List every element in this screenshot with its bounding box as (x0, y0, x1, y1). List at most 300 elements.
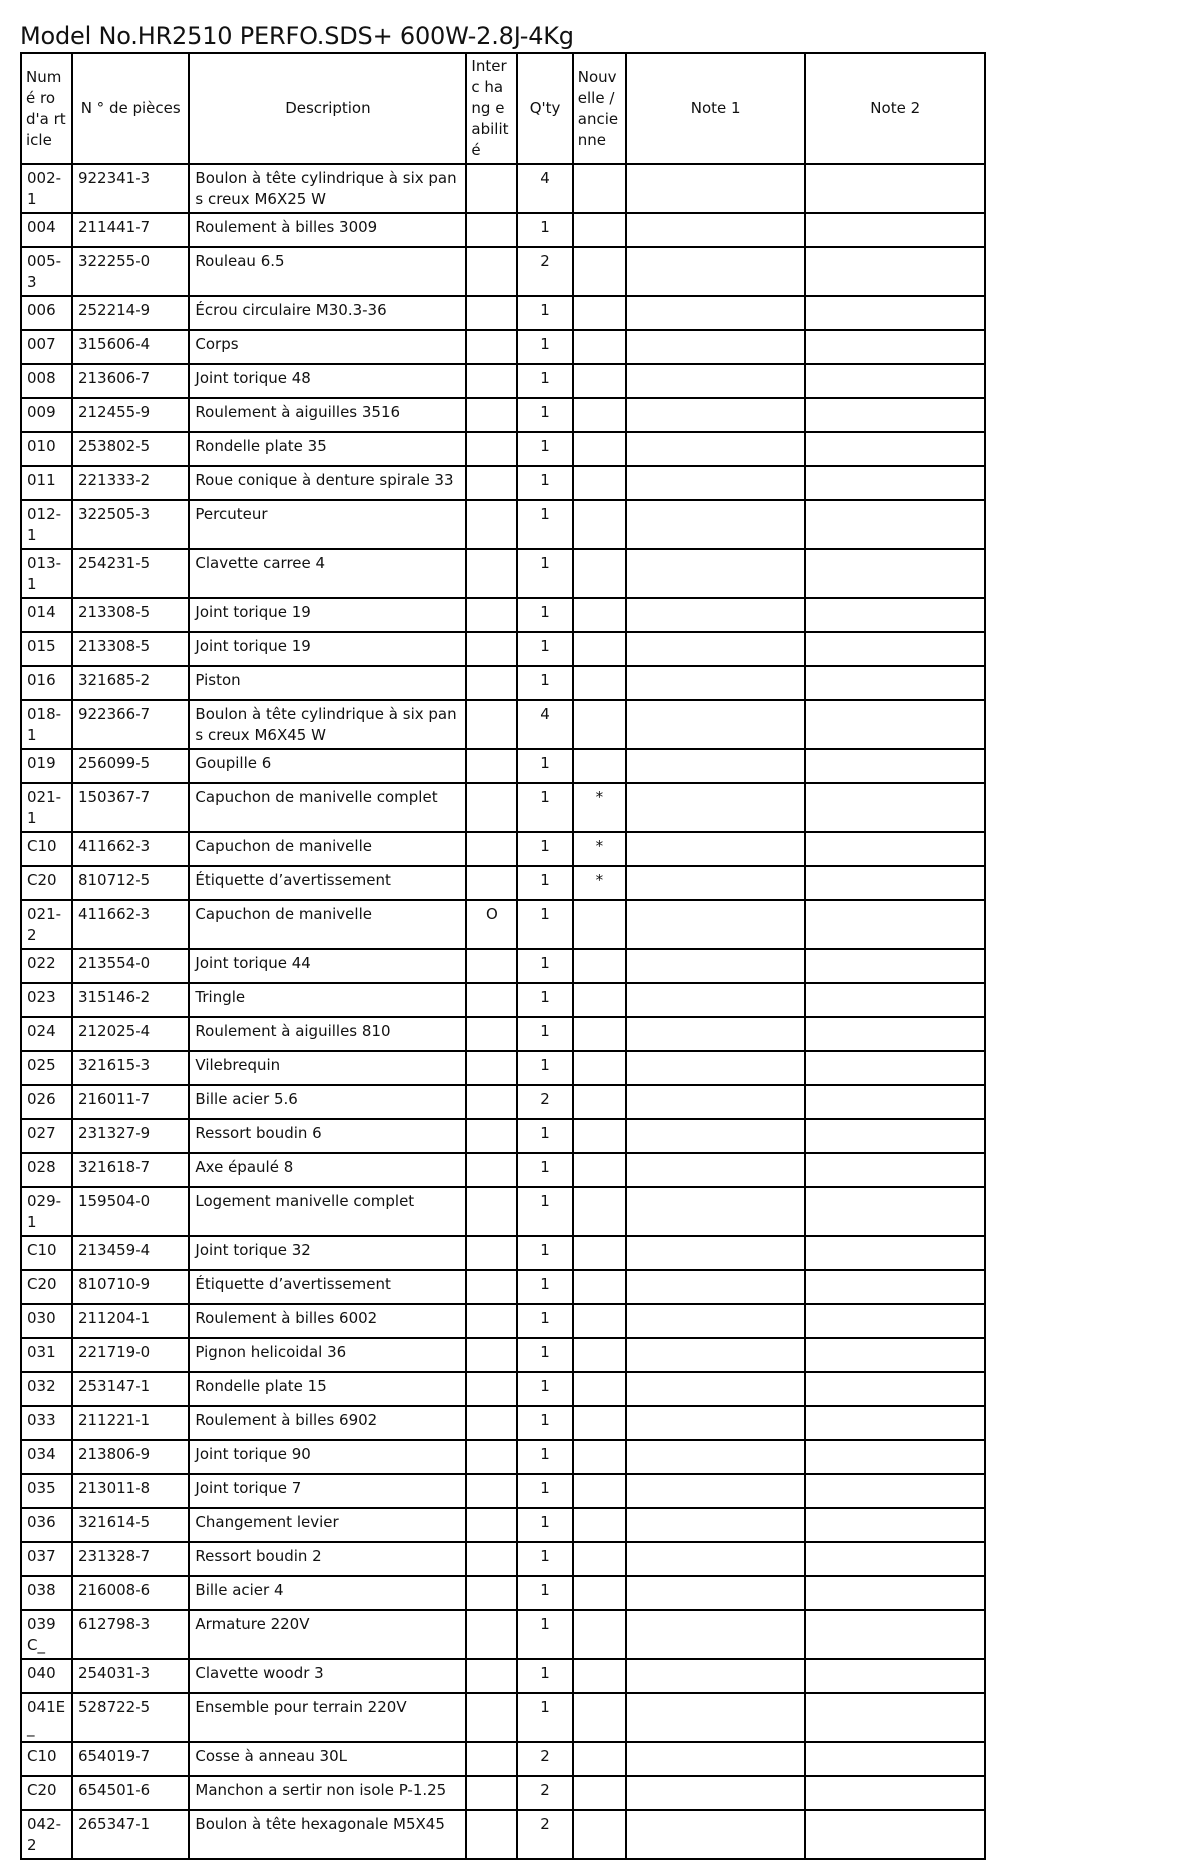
cell-item-number: 008 (21, 364, 72, 398)
cell-quantity: 1 (517, 1051, 572, 1085)
cell-interchangeability (466, 1610, 517, 1659)
cell-item-number: 016 (21, 666, 72, 700)
cell-item-number: 042-2 (21, 1810, 72, 1859)
cell-note-1 (626, 1742, 806, 1776)
cell-interchangeability: O (466, 900, 517, 949)
cell-part-number: 212025-4 (72, 1017, 189, 1051)
cell-new-old (573, 164, 626, 213)
cell-interchangeability (466, 296, 517, 330)
cell-note-1 (626, 832, 806, 866)
cell-note-1 (626, 1576, 806, 1610)
cell-interchangeability (466, 1576, 517, 1610)
cell-interchangeability (466, 466, 517, 500)
cell-item-number: C10 (21, 832, 72, 866)
cell-interchangeability (466, 1304, 517, 1338)
cell-note-1 (626, 783, 806, 832)
cell-item-number: 019 (21, 749, 72, 783)
table-row (21, 1576, 985, 1610)
cell-item-number: 005-3 (21, 247, 72, 296)
cell-note-1 (626, 1153, 806, 1187)
cell-part-number: 321618-7 (72, 1153, 189, 1187)
cell-part-number: 231327-9 (72, 1119, 189, 1153)
cell-note-2 (805, 296, 985, 330)
cell-interchangeability (466, 783, 517, 832)
cell-part-number: 922366-7 (72, 700, 189, 749)
table-row (21, 1119, 985, 1153)
cell-note-2 (805, 549, 985, 598)
cell-item-number: 033 (21, 1406, 72, 1440)
cell-new-old (573, 1440, 626, 1474)
cell-part-number: 315606-4 (72, 330, 189, 364)
header-part-number: N ° de pièces (72, 53, 189, 164)
table-row (21, 949, 985, 983)
cell-description: Rondelle plate 35 (189, 432, 466, 466)
cell-description: Roulement à aiguilles 3516 (189, 398, 466, 432)
cell-item-number: 041E_ (21, 1693, 72, 1742)
cell-description: Capuchon de manivelle (189, 832, 466, 866)
cell-part-number: 411662-3 (72, 900, 189, 949)
cell-part-number: 315146-2 (72, 983, 189, 1017)
cell-new-old (573, 1576, 626, 1610)
cell-note-2 (805, 398, 985, 432)
cell-note-1 (626, 1017, 806, 1051)
cell-item-number: 028 (21, 1153, 72, 1187)
cell-item-number: 006 (21, 296, 72, 330)
cell-interchangeability (466, 1187, 517, 1236)
cell-interchangeability (466, 666, 517, 700)
cell-description: Changement levier (189, 1508, 466, 1542)
cell-note-2 (805, 700, 985, 749)
cell-new-old (573, 598, 626, 632)
cell-description: Capuchon de manivelle complet (189, 783, 466, 832)
cell-part-number: 254031-3 (72, 1659, 189, 1693)
cell-new-old: * (573, 783, 626, 832)
table-row (21, 364, 985, 398)
cell-new-old (573, 1542, 626, 1576)
header-note-2: Note 2 (805, 53, 985, 164)
table-row (21, 164, 985, 213)
cell-note-1 (626, 632, 806, 666)
cell-new-old (573, 1508, 626, 1542)
cell-interchangeability (466, 1338, 517, 1372)
cell-quantity: 1 (517, 832, 572, 866)
table-row (21, 1187, 985, 1236)
cell-note-1 (626, 1776, 806, 1810)
cell-description: Manchon a sertir non isole P-1.25 (189, 1776, 466, 1810)
cell-part-number: 159504-0 (72, 1187, 189, 1236)
cell-description: Boulon à tête hexagonale M5X45 (189, 1810, 466, 1859)
cell-interchangeability (466, 398, 517, 432)
cell-new-old (573, 1742, 626, 1776)
cell-note-2 (805, 1693, 985, 1742)
cell-description: Cosse à anneau 30L (189, 1742, 466, 1776)
cell-part-number: 321615-3 (72, 1051, 189, 1085)
cell-description: Ressort boudin 6 (189, 1119, 466, 1153)
cell-description: Armature 220V (189, 1610, 466, 1659)
table-row (21, 1776, 985, 1810)
cell-description: Clavette carree 4 (189, 549, 466, 598)
table-header-row (21, 53, 985, 164)
cell-note-1 (626, 549, 806, 598)
table-row (21, 549, 985, 598)
cell-description: Roulement à aiguilles 810 (189, 1017, 466, 1051)
cell-interchangeability (466, 1440, 517, 1474)
cell-description: Goupille 6 (189, 749, 466, 783)
cell-part-number: 150367-7 (72, 783, 189, 832)
cell-item-number: 022 (21, 949, 72, 983)
table-row (21, 1338, 985, 1372)
cell-note-2 (805, 866, 985, 900)
cell-interchangeability (466, 1372, 517, 1406)
cell-quantity: 1 (517, 330, 572, 364)
cell-item-number: 031 (21, 1338, 72, 1372)
cell-new-old (573, 1051, 626, 1085)
cell-part-number: 528722-5 (72, 1693, 189, 1742)
cell-note-1 (626, 500, 806, 549)
cell-new-old (573, 1474, 626, 1508)
cell-note-2 (805, 983, 985, 1017)
cell-part-number: 322255-0 (72, 247, 189, 296)
cell-description: Écrou circulaire M30.3-36 (189, 296, 466, 330)
cell-item-number: 021-2 (21, 900, 72, 949)
cell-note-1 (626, 983, 806, 1017)
cell-new-old (573, 1119, 626, 1153)
cell-quantity: 1 (517, 1372, 572, 1406)
cell-item-number: 032 (21, 1372, 72, 1406)
cell-new-old (573, 1085, 626, 1119)
cell-interchangeability (466, 213, 517, 247)
cell-new-old (573, 549, 626, 598)
cell-part-number: 253147-1 (72, 1372, 189, 1406)
cell-interchangeability (466, 1474, 517, 1508)
table-row (21, 500, 985, 549)
cell-part-number: 212455-9 (72, 398, 189, 432)
cell-new-old (573, 1270, 626, 1304)
cell-note-1 (626, 949, 806, 983)
cell-part-number: 322505-3 (72, 500, 189, 549)
cell-quantity: 1 (517, 1187, 572, 1236)
cell-note-1 (626, 1372, 806, 1406)
cell-interchangeability (466, 164, 517, 213)
cell-part-number: 213554-0 (72, 949, 189, 983)
table-row (21, 1542, 985, 1576)
cell-note-2 (805, 1187, 985, 1236)
table-row (21, 1406, 985, 1440)
cell-note-2 (805, 247, 985, 296)
cell-note-1 (626, 1119, 806, 1153)
cell-description: Boulon à tête cylindrique à six pans creux M6X25 W (189, 164, 466, 213)
cell-note-2 (805, 949, 985, 983)
table-row (21, 1153, 985, 1187)
cell-note-2 (805, 500, 985, 549)
cell-quantity: 1 (517, 1304, 572, 1338)
cell-new-old (573, 213, 626, 247)
cell-interchangeability (466, 1236, 517, 1270)
cell-item-number: C20 (21, 1776, 72, 1810)
cell-note-1 (626, 866, 806, 900)
cell-item-number: 038 (21, 1576, 72, 1610)
cell-note-1 (626, 1810, 806, 1859)
cell-item-number: 015 (21, 632, 72, 666)
cell-note-2 (805, 832, 985, 866)
cell-quantity: 1 (517, 1017, 572, 1051)
cell-quantity: 2 (517, 1742, 572, 1776)
cell-description: Joint torique 19 (189, 598, 466, 632)
cell-interchangeability (466, 832, 517, 866)
table-row (21, 1610, 985, 1659)
cell-description: Joint torique 90 (189, 1440, 466, 1474)
cell-part-number: 252214-9 (72, 296, 189, 330)
cell-note-1 (626, 749, 806, 783)
cell-quantity: 1 (517, 1576, 572, 1610)
cell-interchangeability (466, 949, 517, 983)
cell-note-1 (626, 700, 806, 749)
cell-description: Étiquette d’avertissement (189, 1270, 466, 1304)
cell-description: Ensemble pour terrain 220V (189, 1693, 466, 1742)
cell-new-old (573, 632, 626, 666)
cell-part-number: 213806-9 (72, 1440, 189, 1474)
cell-note-2 (805, 1742, 985, 1776)
cell-item-number: 021-1 (21, 783, 72, 832)
cell-description: Ressort boudin 2 (189, 1542, 466, 1576)
header-new-old: Nouv elle / ancie nne (573, 53, 626, 164)
cell-interchangeability (466, 700, 517, 749)
table-row (21, 598, 985, 632)
cell-quantity: 1 (517, 632, 572, 666)
cell-quantity: 1 (517, 1474, 572, 1508)
cell-new-old (573, 1187, 626, 1236)
cell-note-2 (805, 1508, 985, 1542)
cell-description: Joint torique 7 (189, 1474, 466, 1508)
cell-part-number: 612798-3 (72, 1610, 189, 1659)
cell-note-2 (805, 1776, 985, 1810)
table-row (21, 296, 985, 330)
cell-quantity: 1 (517, 1270, 572, 1304)
cell-new-old (573, 1810, 626, 1859)
cell-interchangeability (466, 1119, 517, 1153)
cell-part-number: 213606-7 (72, 364, 189, 398)
cell-new-old (573, 1304, 626, 1338)
cell-note-1 (626, 1659, 806, 1693)
cell-item-number: C10 (21, 1236, 72, 1270)
cell-description: Roulement à billes 6902 (189, 1406, 466, 1440)
cell-part-number: 213011-8 (72, 1474, 189, 1508)
cell-quantity: 1 (517, 1406, 572, 1440)
cell-description: Vilebrequin (189, 1051, 466, 1085)
table-row (21, 1810, 985, 1859)
cell-interchangeability (466, 247, 517, 296)
cell-interchangeability (466, 1153, 517, 1187)
cell-quantity: 1 (517, 466, 572, 500)
cell-item-number: 007 (21, 330, 72, 364)
cell-part-number: 654019-7 (72, 1742, 189, 1776)
cell-description: Joint torique 44 (189, 949, 466, 983)
cell-quantity: 1 (517, 549, 572, 598)
cell-quantity: 1 (517, 1508, 572, 1542)
cell-interchangeability (466, 1508, 517, 1542)
cell-new-old (573, 1406, 626, 1440)
cell-quantity: 1 (517, 1440, 572, 1474)
page-title: Model No.HR2510 PERFO.SDS+ 600W-2.8J-4Kg (20, 22, 574, 50)
cell-new-old (573, 1659, 626, 1693)
cell-new-old (573, 1236, 626, 1270)
table-row (21, 1304, 985, 1338)
cell-quantity: 1 (517, 364, 572, 398)
cell-description: Pignon helicoidal 36 (189, 1338, 466, 1372)
cell-interchangeability (466, 1051, 517, 1085)
cell-interchangeability (466, 330, 517, 364)
cell-interchangeability (466, 983, 517, 1017)
cell-description: Roue conique à denture spirale 33 (189, 466, 466, 500)
cell-item-number: C10 (21, 1742, 72, 1776)
cell-note-1 (626, 666, 806, 700)
cell-description: Joint torique 32 (189, 1236, 466, 1270)
cell-quantity: 2 (517, 1776, 572, 1810)
cell-new-old (573, 1153, 626, 1187)
cell-item-number: 026 (21, 1085, 72, 1119)
cell-part-number: 810712-5 (72, 866, 189, 900)
cell-interchangeability (466, 749, 517, 783)
cell-quantity: 2 (517, 1085, 572, 1119)
cell-note-2 (805, 1576, 985, 1610)
cell-quantity: 1 (517, 500, 572, 549)
cell-note-1 (626, 330, 806, 364)
cell-interchangeability (466, 364, 517, 398)
table-row (21, 666, 985, 700)
table-row (21, 247, 985, 296)
cell-interchangeability (466, 1542, 517, 1576)
cell-note-1 (626, 1236, 806, 1270)
table-row (21, 900, 985, 949)
cell-description: Clavette woodr 3 (189, 1659, 466, 1693)
cell-part-number: 922341-3 (72, 164, 189, 213)
header-description: Description (189, 53, 466, 164)
cell-note-2 (805, 164, 985, 213)
cell-interchangeability (466, 500, 517, 549)
cell-quantity: 1 (517, 1610, 572, 1659)
cell-part-number: 216011-7 (72, 1085, 189, 1119)
cell-new-old: * (573, 832, 626, 866)
cell-part-number: 221333-2 (72, 466, 189, 500)
cell-item-number: 010 (21, 432, 72, 466)
cell-description: Axe épaulé 8 (189, 1153, 466, 1187)
cell-part-number: 256099-5 (72, 749, 189, 783)
cell-new-old (573, 949, 626, 983)
cell-item-number: 011 (21, 466, 72, 500)
cell-note-1 (626, 296, 806, 330)
table-row (21, 1017, 985, 1051)
table-row (21, 1051, 985, 1085)
cell-description: Piston (189, 666, 466, 700)
cell-new-old (573, 749, 626, 783)
cell-note-2 (805, 1440, 985, 1474)
cell-new-old (573, 398, 626, 432)
table-row (21, 700, 985, 749)
cell-note-1 (626, 432, 806, 466)
cell-interchangeability (466, 1776, 517, 1810)
cell-quantity: 1 (517, 783, 572, 832)
cell-description: Capuchon de manivelle (189, 900, 466, 949)
cell-note-1 (626, 1508, 806, 1542)
cell-quantity: 2 (517, 247, 572, 296)
cell-description: Bille acier 5.6 (189, 1085, 466, 1119)
cell-description: Tringle (189, 983, 466, 1017)
parts-table-body (21, 164, 985, 1859)
table-row (21, 1270, 985, 1304)
cell-item-number: C20 (21, 866, 72, 900)
cell-new-old (573, 900, 626, 949)
cell-part-number: 321685-2 (72, 666, 189, 700)
cell-new-old (573, 330, 626, 364)
cell-quantity: 4 (517, 164, 572, 213)
cell-note-2 (805, 749, 985, 783)
cell-note-1 (626, 1051, 806, 1085)
header-interchangeability: Interc hang eabilit é (466, 53, 517, 164)
cell-note-1 (626, 1406, 806, 1440)
cell-part-number: 411662-3 (72, 832, 189, 866)
cell-interchangeability (466, 632, 517, 666)
cell-interchangeability (466, 1406, 517, 1440)
cell-item-number: 025 (21, 1051, 72, 1085)
cell-new-old (573, 1372, 626, 1406)
table-row (21, 832, 985, 866)
table-row (21, 1474, 985, 1508)
cell-description: Joint torique 19 (189, 632, 466, 666)
cell-quantity: 1 (517, 398, 572, 432)
cell-note-2 (805, 1085, 985, 1119)
cell-new-old (573, 666, 626, 700)
cell-note-1 (626, 1474, 806, 1508)
cell-description: Roulement à billes 6002 (189, 1304, 466, 1338)
cell-item-number: 030 (21, 1304, 72, 1338)
table-row (21, 1236, 985, 1270)
cell-description: Rouleau 6.5 (189, 247, 466, 296)
table-row (21, 1742, 985, 1776)
table-row (21, 983, 985, 1017)
cell-description: Bille acier 4 (189, 1576, 466, 1610)
cell-note-2 (805, 632, 985, 666)
table-row (21, 330, 985, 364)
cell-description: Logement manivelle complet (189, 1187, 466, 1236)
cell-note-2 (805, 364, 985, 398)
header-quantity: Q'ty (517, 53, 572, 164)
cell-new-old (573, 1776, 626, 1810)
cell-new-old (573, 500, 626, 549)
cell-note-2 (805, 1338, 985, 1372)
cell-quantity: 1 (517, 296, 572, 330)
cell-part-number: 213459-4 (72, 1236, 189, 1270)
cell-new-old (573, 1338, 626, 1372)
cell-note-1 (626, 364, 806, 398)
cell-quantity: 1 (517, 1659, 572, 1693)
cell-interchangeability (466, 1742, 517, 1776)
cell-new-old (573, 432, 626, 466)
cell-quantity: 1 (517, 749, 572, 783)
cell-item-number: 029-1 (21, 1187, 72, 1236)
table-row (21, 1372, 985, 1406)
cell-part-number: 211221-1 (72, 1406, 189, 1440)
cell-interchangeability (466, 1270, 517, 1304)
cell-note-1 (626, 1304, 806, 1338)
cell-quantity: 1 (517, 949, 572, 983)
cell-description: Boulon à tête cylindrique à six pans creux M6X45 W (189, 700, 466, 749)
cell-note-2 (805, 1304, 985, 1338)
cell-quantity: 1 (517, 1693, 572, 1742)
cell-new-old: * (573, 866, 626, 900)
cell-note-2 (805, 466, 985, 500)
cell-note-2 (805, 1270, 985, 1304)
cell-note-2 (805, 783, 985, 832)
